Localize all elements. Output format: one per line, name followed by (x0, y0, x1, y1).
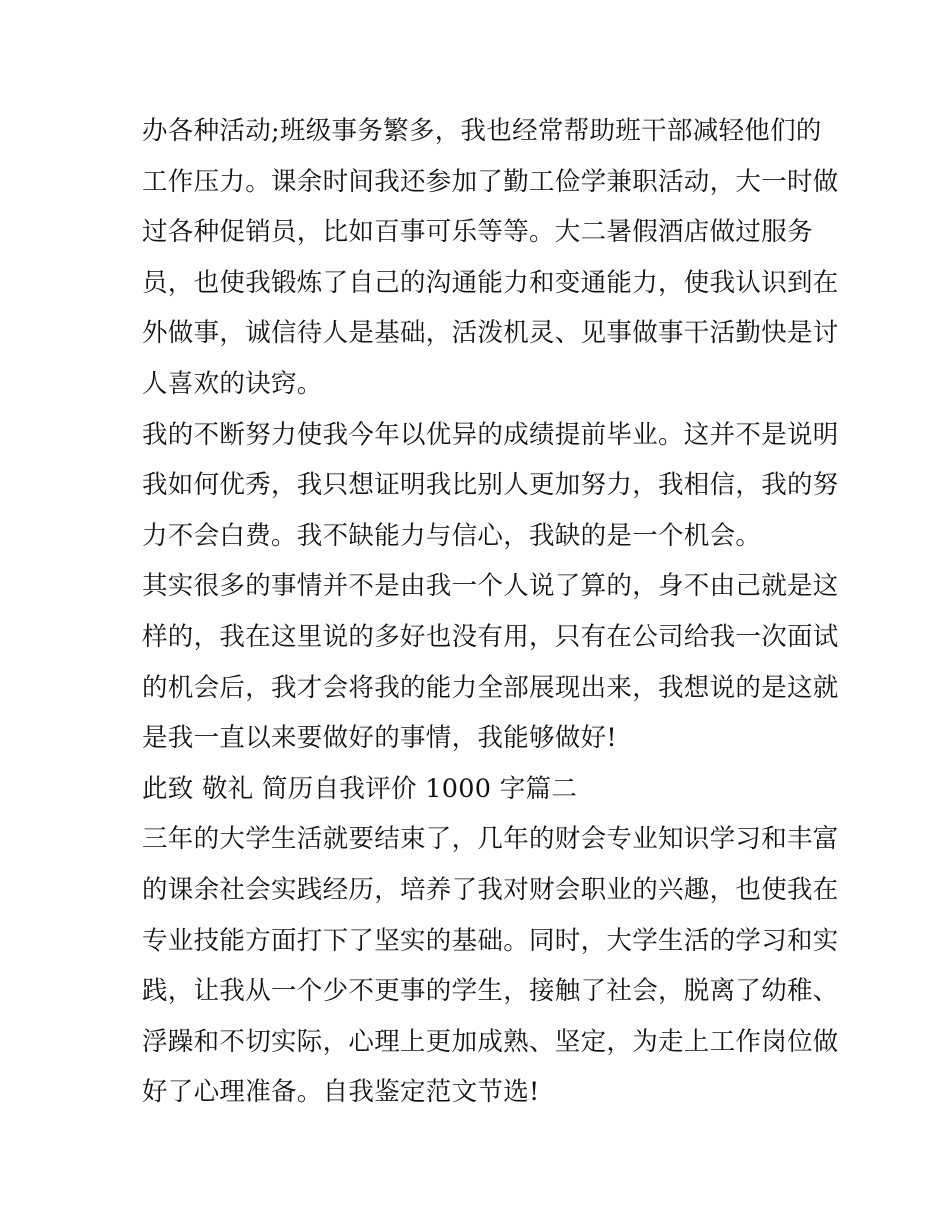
text-line: 的课余社会实践经历，培养了我对财会职业的兴趣，也使我在 (142, 874, 839, 905)
text-line: 好了心理准备。自我鉴定范文节选! (142, 1077, 540, 1108)
text-line: 专业技能方面打下了坚实的基础。同时，大学生活的学习和实 (142, 925, 839, 956)
text-line: 办各种活动;班级事务繁多，我也经常帮助班干部减轻他们的 (142, 116, 822, 146)
section-heading: 此致 敬礼 简历自我评价 1000 字篇二 (142, 773, 578, 804)
text-line: 是我一直以来要做好的事情，我能够做好! (142, 723, 617, 754)
text-line: 工作压力。课余时间我还参加了勤工俭学兼职活动，大一时做 (142, 166, 839, 197)
text-line: 其实很多的事情并不是由我一个人说了算的，身不由己就是这 (142, 571, 839, 602)
text-line: 外做事，诚信待人是基础，活泼机灵、见事做事干活勤快是讨 (142, 318, 839, 349)
text-line: 员，也使我锻炼了自己的沟通能力和变通能力，使我认识到在 (142, 267, 839, 298)
text-line: 力不会白费。我不缺能力与信心，我缺的是一个机会。 (142, 520, 762, 551)
text-line: 浮躁和不切实际，心理上更加成熟、坚定，为走上工作岗位做 (142, 1026, 839, 1057)
text-line: 的机会后，我才会将我的能力全部展现出来，我想说的是这就 (142, 672, 839, 703)
text-line: 我如何优秀，我只想证明我比别人更加努力，我相信，我的努 (142, 470, 839, 501)
text-line: 三年的大学生活就要结束了，几年的财会专业知识学习和丰富 (142, 824, 839, 855)
text-line: 践，让我从一个少不更事的学生，接触了社会，脱离了幼稚、 (142, 976, 839, 1007)
document-body (142, 106, 842, 1118)
text-line: 样的，我在这里说的多好也没有用，只有在公司给我一次面试 (142, 621, 839, 652)
text-line: 我的不断努力使我今年以优异的成绩提前毕业。这并不是说明 (142, 419, 839, 450)
text-line: 过各种促销员，比如百事可乐等等。大二暑假酒店做过服务 (142, 217, 813, 248)
text-line: 人喜欢的诀窍。 (142, 368, 323, 399)
